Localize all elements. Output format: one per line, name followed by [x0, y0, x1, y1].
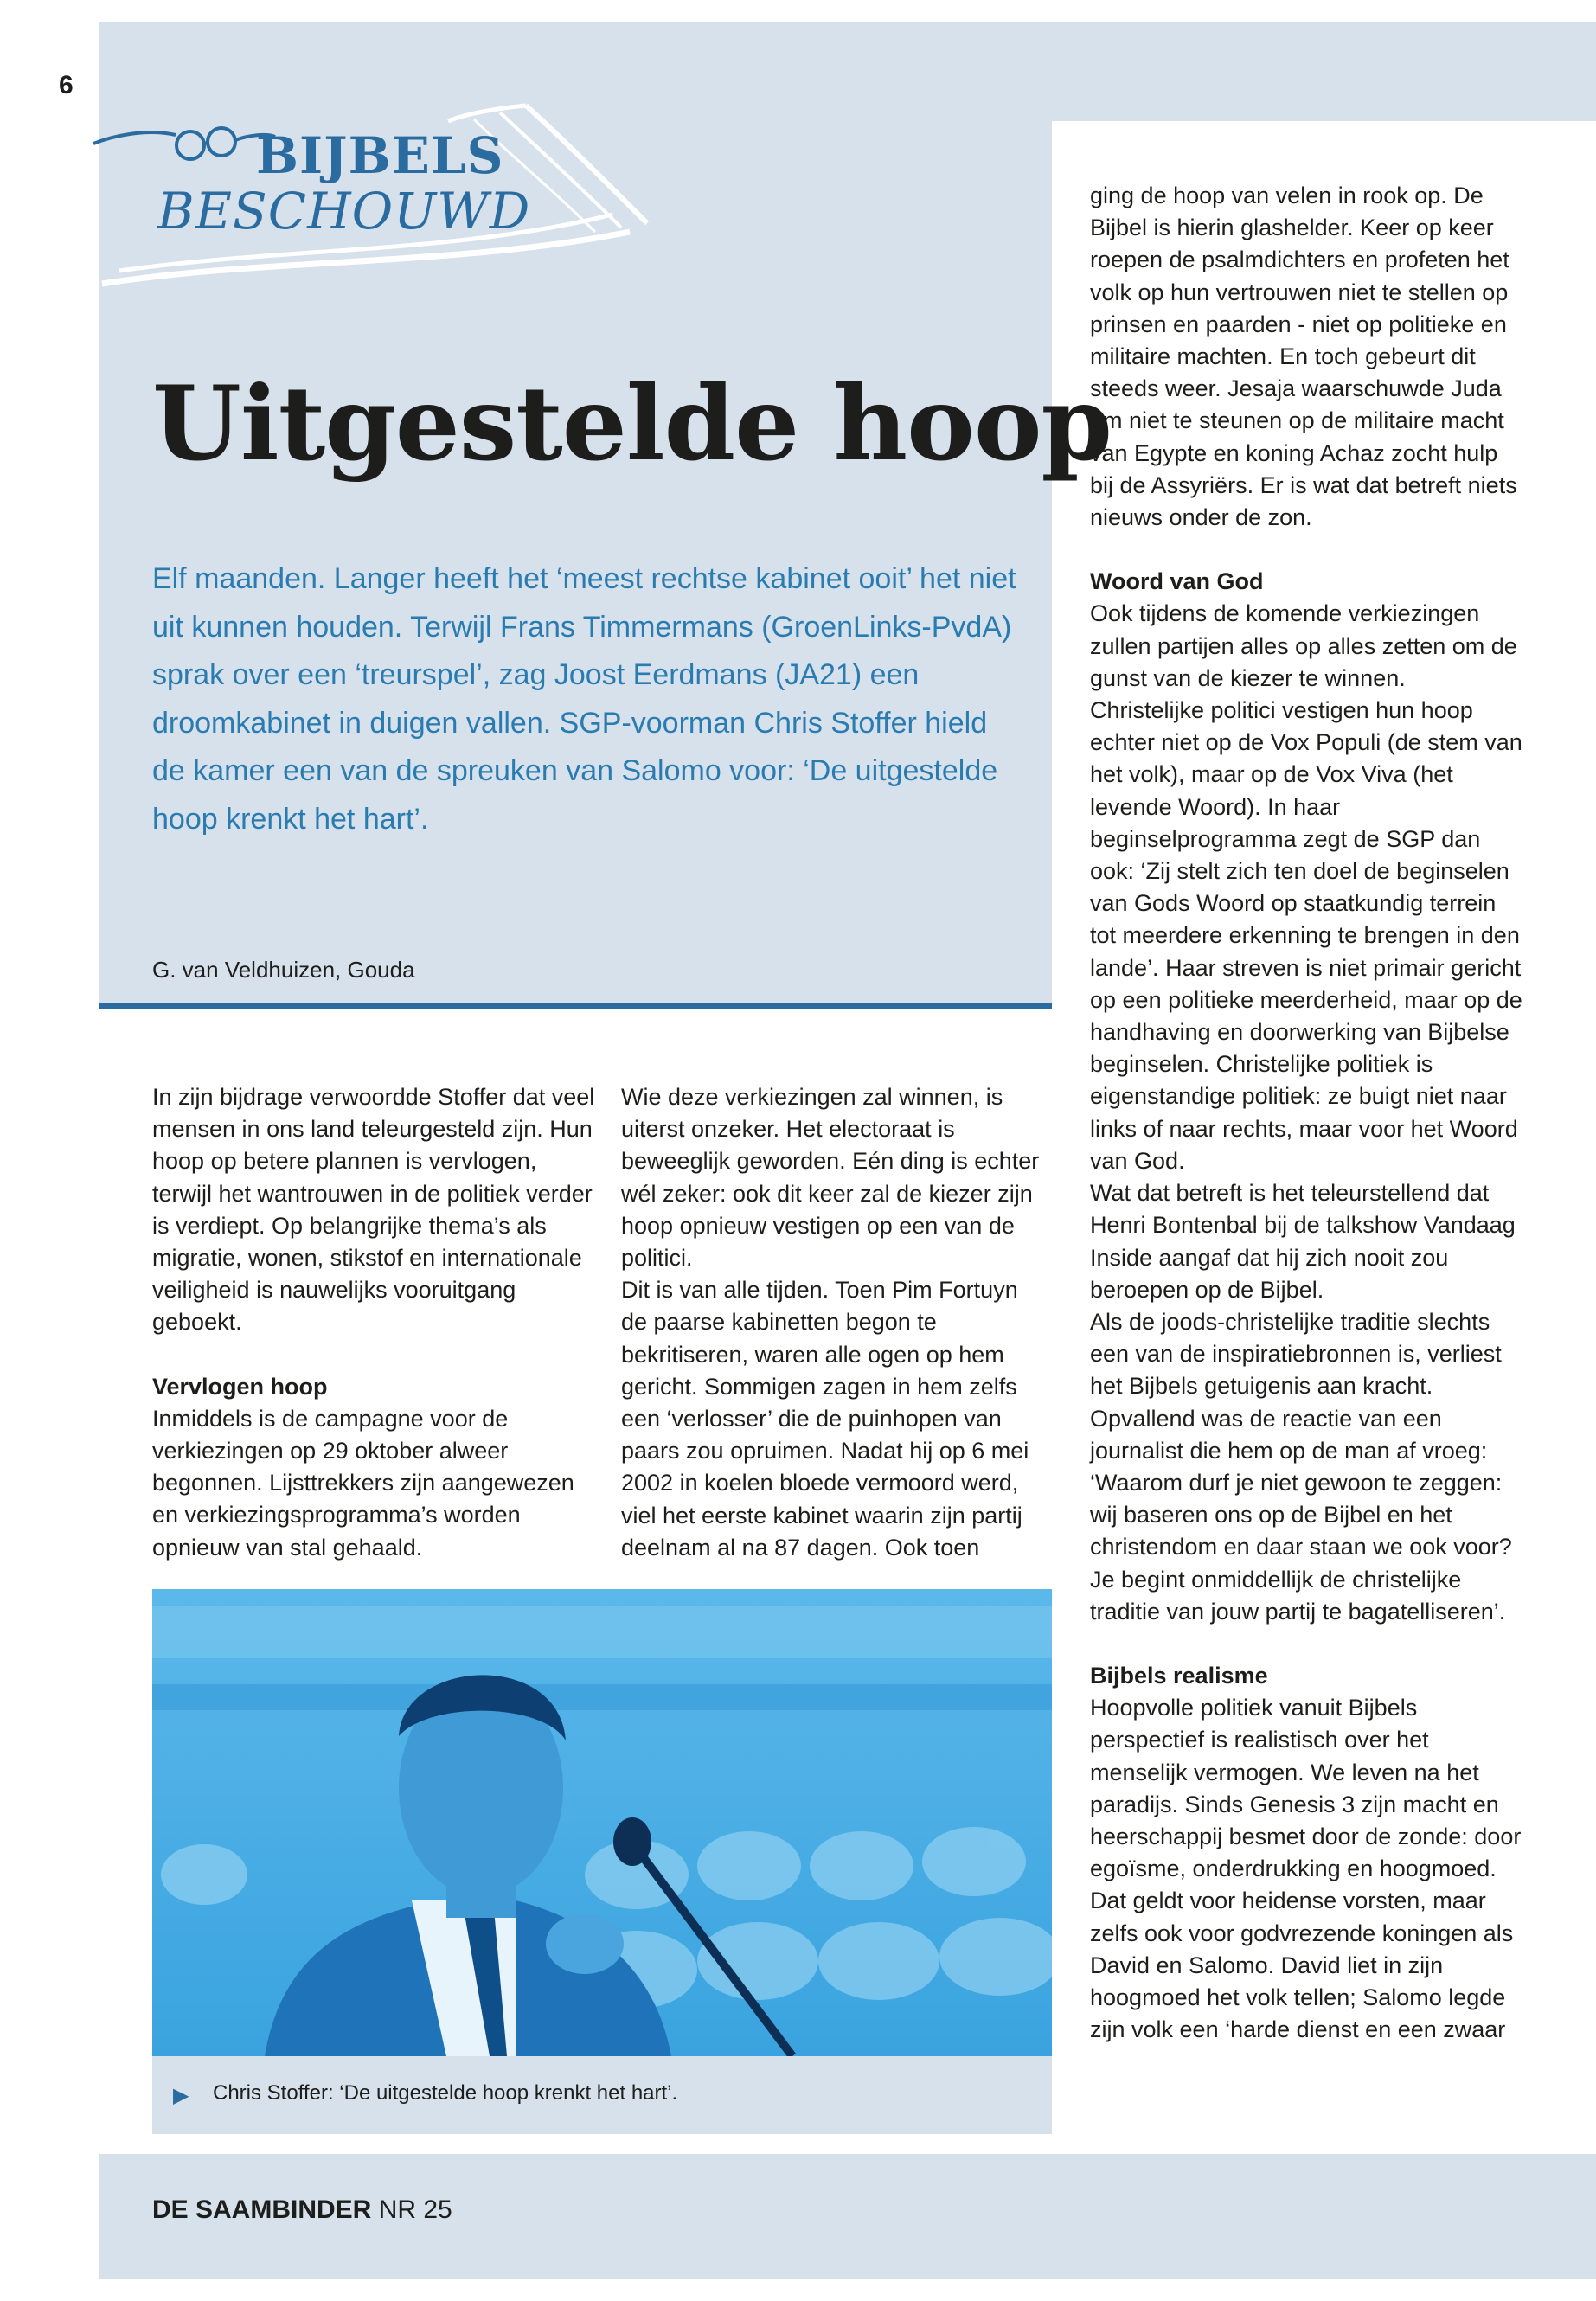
subheading: Bijbels realisme — [1090, 1662, 1268, 1689]
page-number: 6 — [59, 71, 74, 99]
paragraph: Inmiddels is de campagne voor de verkiezingen op 29 oktober alweer begonnen. Lijsttrekkers zijn aangewezen en verkiezingsprogramma’s worden opnieuw van stal gehaald. — [152, 1405, 574, 1561]
article-intro: Elf maanden. Langer heeft het ‘meest rechtse kabinet ooit’ het niet uit kunnen houden. Terwijl Frans Timmermans (GroenLinks-PvdA) sprak over een ‘treurspel’, zag Joost Eerdmans (JA21) een droomkabinet in duigen vallen. SGP-voorman Chris Stoffer hield de kamer een van de spreuken van Salomo voor: ‘De uitgestelde hoop krenkt het hart’. — [152, 562, 1016, 836]
issue-number: NR 25 — [378, 2195, 452, 2224]
paragraph: Wie deze verkiezingen zal winnen, is uiterst onzeker. Het electoraat is beweeglijk geworden. Eén ding is echter wél zeker: ook dit keer zal de kiezer zijn hoop opnieuw vestigen op een van de politici. — [621, 1084, 1040, 1272]
paragraph: Wat dat betreft is het teleurstellend dat Henri Bontenbal bij de talkshow Vandaag Inside aangaf dat hij zich nooit zou beroepen op de Bijbel. — [1090, 1180, 1516, 1303]
page-title: Uitgestelde hoop — [152, 363, 1112, 484]
subheading: Vervlogen hoop — [152, 1373, 328, 1400]
paragraph: Als de joods-christelijke traditie slechts een van de inspiratiebronnen is, verliest het Bijbels getuigenis aan kracht. Opvallend was de reactie van een journalist die hem op de man af vroeg: ‘Waarom durf je niet gewoon te zeggen: wij baseren ons op de Bijbel en het christendom en daar staan we ook voor? Je begint onmiddellijk de christelijke traditie van jouw partij te bagatelliseren’. — [1090, 1308, 1512, 1625]
divider — [99, 1003, 1052, 1009]
paragraph: Ook tijdens de komende verkiezingen zullen partijen alles op alles zetten om de gunst van de kiezer te winnen. Christelijke politici vestigen hun hoop echter niet op de Vox Populi (de stem van het volk), maar op de Vox Viva (het levende Woord). In haar beginselprogramma zegt de SGP dan ook: ‘Zij stelt zich ten doel de beginselen van Gods Woord op staatkundig terrein tot meerdere erkenning te brengen in den lande’. Haar streven is niet primair gericht op een politieke meerderheid, maar op de handhaving en doorwerking van Bijbelse beginselen. Christelijke politiek is eigenstandige politiek: ze buigt niet naar links of naar rechts, maar voor het Woord van God. — [1090, 600, 1522, 1174]
article-photo — [152, 1589, 1052, 2056]
subheading: Woord van God — [1090, 568, 1264, 595]
article-column-1 — [152, 1081, 602, 1564]
paragraph: In zijn bijdrage verwoordde Stoffer dat veel mensen in ons land teleurgesteld zijn. Hun hoop op betere plannen is vervlogen, terwijl het wantrouwen in de politiek verder is verdiept. Op belangrijke thema’s als migratie, wonen, stikstof en internationale veiligheid is nauwelijks vooruitgang geboekt. — [152, 1084, 595, 1336]
logo-title-line2: BESCHOUWD — [157, 182, 531, 240]
play-arrow-icon: ▶ — [173, 2084, 189, 2107]
footer — [152, 2195, 452, 2225]
paragraph: Dit is van alle tijden. Toen Pim Fortuyn de paarse kabinetten begon te bekritiseren, waren alle ogen op hem gericht. Sommigen zagen in hem zelfs een ‘verlosser’ die de puinhopen van paars zou opruimen. Nadat hij op 6 mei 2002 in koelen bloede vermoord werd, viel het eerste kabinet waarin zijn partij deelnam al na 87 dagen. Ook toen — [621, 1277, 1029, 1561]
logo-title-line1: BIJBELS — [256, 126, 504, 185]
paragraph: ging de hoop van velen in rook op. De Bijbel is hierin glashelder. Keer op keer roepen de psalmdichters en profeten het volk op hun vertrouwen niet te stellen op prinsen en paarden - niet op politieke en militaire machten. En toch gebeurt dit steeds weer. Jesaja waarschuwde Juda om niet te steunen op de militaire macht van Egypte en koning Achaz zocht hulp bij de Assyriërs. Er is wat dat betreft niets nieuws onder de zon. — [1090, 183, 1517, 531]
article-column-3 — [1090, 180, 1522, 2046]
publication-name: DE SAAMBINDER — [152, 2195, 372, 2224]
author-byline: G. van Veldhuizen, Gouda — [152, 957, 415, 983]
paragraph: Hoopvolle politiek vanuit Bijbels perspectief is realistisch over het menselijk vermogen. We leven na het paradijs. Sinds Genesis 3 zijn macht en heerschappij besmet door de zonde: door egoïsme, onderdrukking en hoogmoed. Dat geldt voor heidense vorsten, maar zelfs ook voor godvrezende koningen als David en Salomo. David liet in zijn hoogmoed het volk tellen; Salomo legde zijn volk een ‘harde dienst en een zwaar — [1090, 1695, 1522, 2043]
photo-caption: Chris Stoffer: ‘De uitgestelde hoop krenkt het hart’. — [213, 2081, 678, 2105]
article-column-2 — [621, 1081, 1045, 1564]
